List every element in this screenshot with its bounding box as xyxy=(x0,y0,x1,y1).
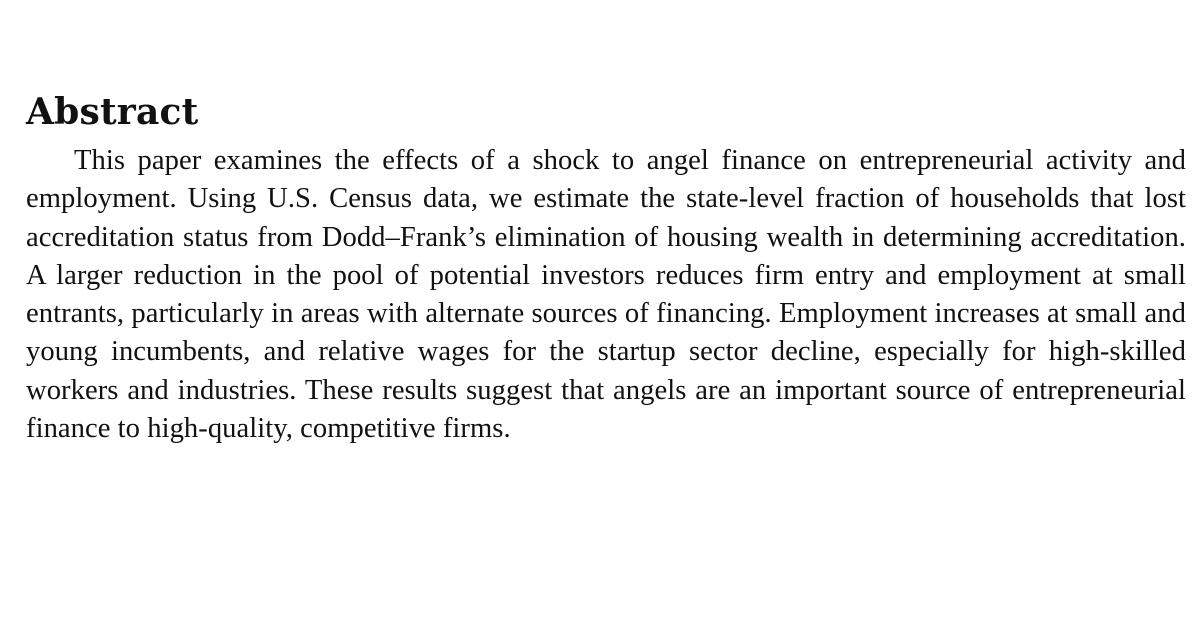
abstract-heading: Abstract xyxy=(26,91,199,133)
abstract-paragraph: This paper examines the effects of a shock to angel finance on entrepreneurial activity and employment. Using U.S. Census data, we estimate the state-level fraction of households that lost accreditation status from Dodd–Frank’s elimination of housing wealth in determining accreditation. A larger reduction in the pool of potential investors reduces firm entry and employment at small entrants, particularly in areas with alternate sources of financing. Employment increases at small and young incumbents, and relative wages for the startup sector decline, especially for high-skilled workers and industries. These results suggest that angels are an important source of entrepreneurial finance to high-quality, competitive firms. xyxy=(26,145,1186,445)
abstract-section xyxy=(26,86,1186,448)
